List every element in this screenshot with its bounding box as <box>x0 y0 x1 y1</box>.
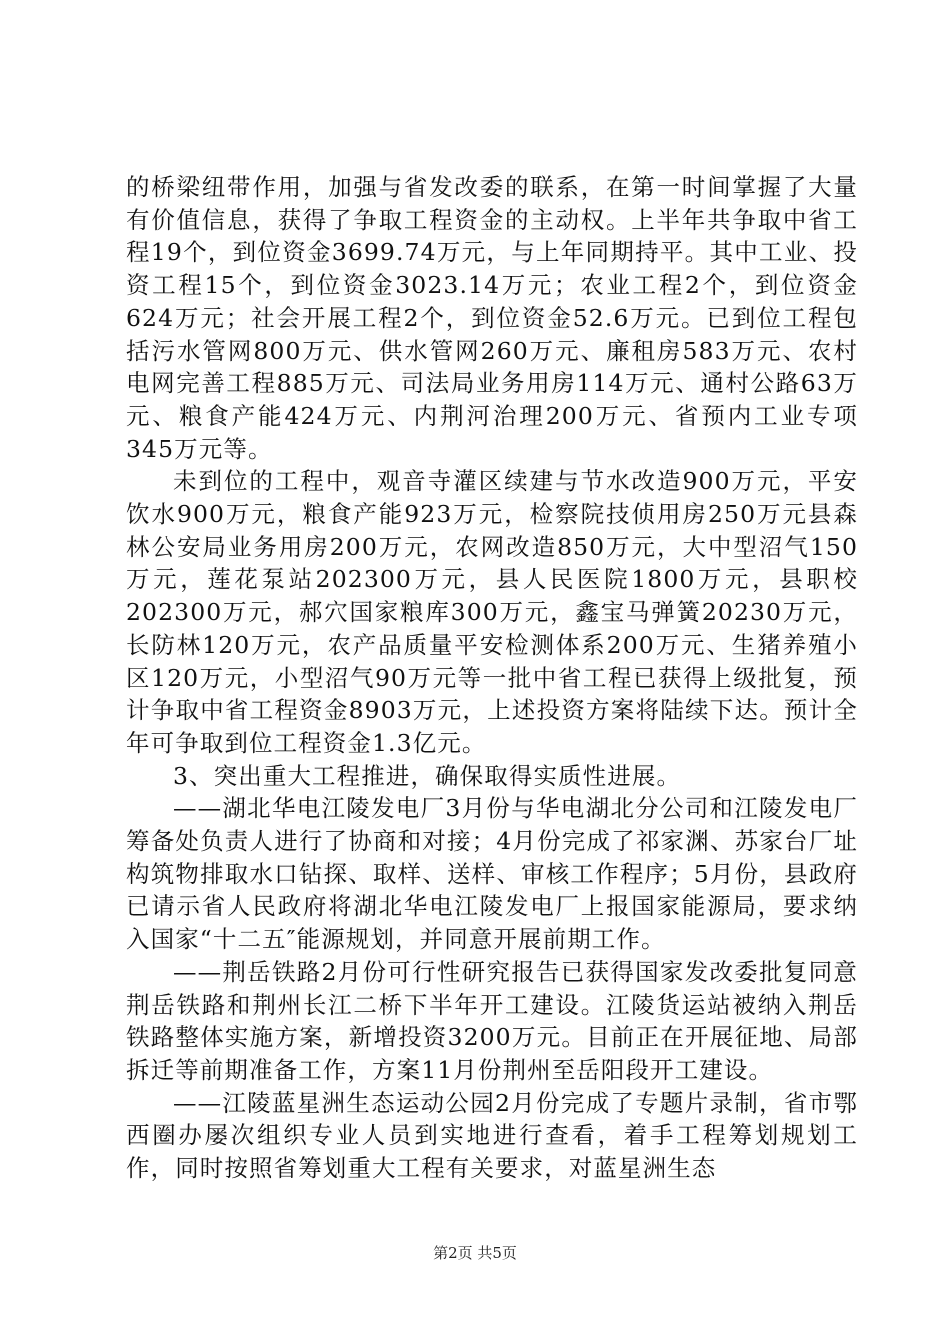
section-heading-major-projects: 3、突出重大工程推进，确保取得实质性进展。 <box>173 761 682 790</box>
document-body <box>126 171 858 1185</box>
paragraph-power-plant: ——湖北华电江陵发电厂3月份与华电湖北分公司和江陵发电厂筹备处负责人进行了协商和对接；4月份完成了祁家渊、苏家台厂址构筑物排取水口钻探、取样、送样、审核工作程序；5月份，县政府已请示省人民政府将湖北华电江陵发电厂上报国家能源局，要求纳入国家“十二五″能源规划，并同意开展前期工作。 <box>126 794 858 954</box>
paragraph-railway: ——荆岳铁路2月份可行性研究报告已获得国家发改委批复同意荆岳铁路和荆州长江二桥下半年开工建设。江陵货运站被纳入荆岳铁路整体实施方案，新增投资3200万元。目前正在开展征地、局部拆迁等前期准备工作，方案11月份荆州至岳阳段开工建设。 <box>126 957 858 1084</box>
paragraph-eco-park: ——江陵蓝星洲生态运动公园2月份完成了专题片录制，省市鄂西圈办屡次组织专业人员到实地进行查看，着手工程筹划规划工作，同时按照省筹划重大工程有关要求，对蓝星洲生态 <box>126 1088 858 1183</box>
page-number-footer: 第2页 共5页 <box>433 1244 517 1262</box>
paragraph-pending-projects: 未到位的工程中，观音寺灌区续建与节水改造900万元，平安饮水900万元，粮食产能923万元，检察院技侦用房250万元县森林公安局业务用房200万元，农网改造850万元，大中型沼气150万元，莲花泵站202300万元，县人民医院1800万元，县职校202300万元，郝穴国家粮库300万元，鑫宝马弹簧20230万元，长防林120万元，农产品质量平安检测体系200万元、生猪养殖小区120万元，小型沼气90万元等一批中省工程已获得上级批复，预计争取中省工程资金8903万元，上述投资方案将陆续下达。预计全年可争取到位工程资金1.3亿元。 <box>126 467 858 757</box>
paragraph-funding-summary: 的桥梁纽带作用，加强与省发改委的联系，在第一时间掌握了大量有价值信息，获得了争取工程资金的主动权。上半年共争取中省工程19个，到位资金3699.74万元，与上年同期持平。其中工业、投资工程15个，到位资金3023.14万元；农业工程2个，到位资金624万元；社会开展工程2个，到位资金52.6万元。已到位工程包括污水管网800万元、供水管网260万元、廉租房583万元、农村电网完善工程885万元、司法局业务用房114万元、通村公路63万元、粮食产能424万元、内荆河治理200万元、省预内工业专项345万元等。 <box>126 173 858 463</box>
